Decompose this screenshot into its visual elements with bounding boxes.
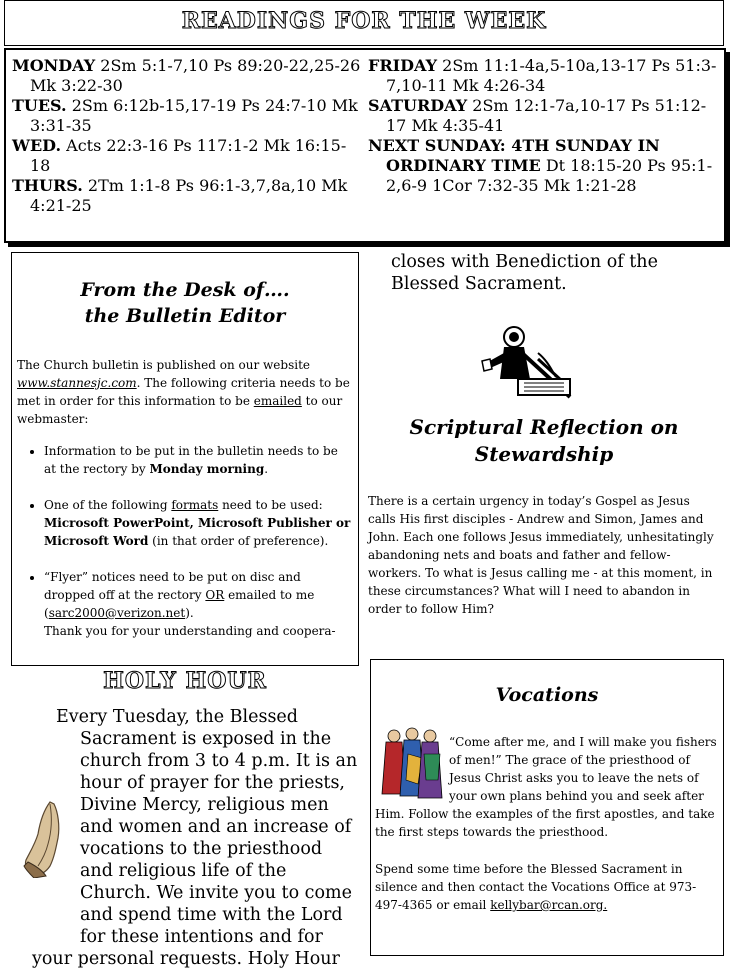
criteria-text: (in that order of preference).: [148, 534, 329, 548]
website-link[interactable]: www.stannesjc.com: [17, 376, 137, 390]
reading-day: MONDAY: [12, 56, 96, 75]
reading-entry: [368, 56, 718, 96]
apostles-icon: [378, 724, 446, 802]
reading-entry: [12, 136, 364, 176]
editor-intro: [17, 356, 353, 428]
reading-day: TUES.: [12, 96, 67, 115]
emailed-text: emailed: [253, 394, 302, 408]
holy-hour-continued: closes with Benediction of the Blessed Sacrament.: [391, 252, 658, 294]
readings-left-column: [12, 56, 364, 216]
vocations-contact-text: Spend some time before the Blessed Sacrament in silence and then contact the Vocations Office at 973-497-4365 or email: [375, 862, 697, 912]
editor-heading-line2: the Bulletin Editor: [84, 305, 286, 327]
reading-text: 2Tm 1:1-8 Ps 96:1-3,7,8a,10 Mk 4:21-25: [30, 176, 348, 215]
reading-entry: [12, 56, 364, 96]
reading-entry: [12, 96, 364, 136]
reading-text: 2Sm 5:1-7,10 Ps 89:20-22,25-26 Mk 3:22-30: [30, 56, 361, 95]
reading-text: Acts 22:3-16 Ps 117:1-2 Mk 16:15-18: [30, 136, 347, 175]
title-banner: [4, 0, 724, 46]
criteria-text: One of the following: [44, 498, 172, 512]
criteria-list: [17, 442, 353, 640]
or-text: OR: [205, 588, 225, 602]
criteria-bold: Monday morning: [149, 462, 265, 476]
list-item: [44, 496, 353, 550]
vocations-email-link[interactable]: kellybar@rcan.org.: [490, 898, 608, 912]
stewardship-body: There is a certain urgency in today’s Gospel as Jesus calls His first disciples - Andrew and Simon, James and John. Each one follows Jesus immediately, unhesitatingly abandoning nets and boats and father and fellow-workers. To what is Jesus calling me - at this moment, in these circumstances? What will I need to abandon in order to follow Him?: [368, 494, 714, 616]
reading-text: Dt 18:15-20 Ps 95:1-2,6-9 1Cor 7:32-35 Mk 1:21-28: [386, 156, 713, 195]
reading-day: FRIDAY: [368, 56, 438, 75]
reading-day: SATURDAY: [368, 96, 468, 115]
reading-entry: [12, 176, 364, 216]
vocations-heading: Vocations: [495, 684, 599, 706]
criteria-bold: Microsoft PowerPoint, Microsoft Publisher or Microsoft Word: [44, 516, 351, 548]
criteria-text: Information to be put in the bulletin needs to be at the rectory by: [44, 444, 338, 476]
reading-entry: [368, 96, 718, 136]
vocations-text: “Come after me, and I will make you fishers of men!” The grace of the priesthood of Jesus Christ asks you to leave the nets of your own plans behind you and seek after Him. Follow the examples of the first apostles, and take the first steps towards the priesthood.: [375, 735, 717, 839]
editor-intro-text: The Church bulletin is published on our website: [17, 358, 310, 372]
editor-intro-text: . The following criteria needs to be met in order for this information to be: [17, 376, 350, 408]
criteria-text: .: [264, 462, 269, 476]
list-item: [44, 442, 353, 478]
formats-text: formats: [171, 498, 219, 512]
bulletin-editor-box: [11, 252, 359, 666]
reading-text: 2Sm 6:12b-15,17-19 Ps 24:7-10 Mk 3:31-35: [30, 96, 358, 135]
editor-heading-line1: From the Desk of….: [80, 279, 290, 301]
stewardship-heading: Scriptural Reflection on Stewardship: [409, 415, 679, 466]
jesus-cross-icon: [478, 323, 574, 403]
praying-hands-icon: [20, 800, 74, 878]
reading-text: 2Sm 12:1-7a,10-17 Ps 51:12-17 Mk 4:35-41: [386, 96, 707, 135]
reading-day: NEXT SUNDAY: 4TH SUNDAY IN ORDINARY TIME: [368, 136, 660, 175]
reading-day: WED.: [12, 136, 62, 155]
reading-day: THURS.: [12, 176, 83, 195]
readings-box: [4, 48, 726, 243]
thanks-text: Thank you for your understanding and coopera-: [44, 624, 336, 638]
vocations-paragraph-2: [375, 860, 719, 914]
criteria-text: need to be used:: [218, 498, 323, 512]
list-item: [44, 568, 353, 640]
editor-intro-text: to our webmaster:: [17, 394, 343, 426]
reading-entry: [368, 136, 718, 196]
criteria-text: “Flyer” notices need to be put on disc and dropped off at the rectory: [44, 570, 301, 602]
readings-right-column: [368, 56, 718, 196]
criteria-text: emailed to me (: [44, 588, 315, 620]
editor-email-link[interactable]: sarc2000@verizon.net: [48, 606, 186, 620]
reading-text: 2Sm 11:1-4a,5-10a,13-17 Ps 51:3-7,10-11 Mk 4:26-34: [386, 56, 717, 95]
holy-hour-text: Every Tuesday, the Blessed Sacrament is exposed in the church from 3 to 4 p.m. It is an hour of prayer for the priests, Divine Mercy, religious men and women and an increase of vocations to the priesthood and religious life of the Church. We invite you to come and spend time with the Lord for these intentions and for your personal requests. Holy Hour: [32, 707, 358, 969]
editor-heading: [12, 277, 358, 329]
page-title: READINGS FOR THE WEEK: [181, 8, 547, 34]
holy-hour-title: HOLY HOUR: [103, 668, 267, 694]
editor-body: [17, 356, 353, 640]
vocations-box: [370, 659, 724, 956]
criteria-text: ).: [185, 606, 194, 620]
